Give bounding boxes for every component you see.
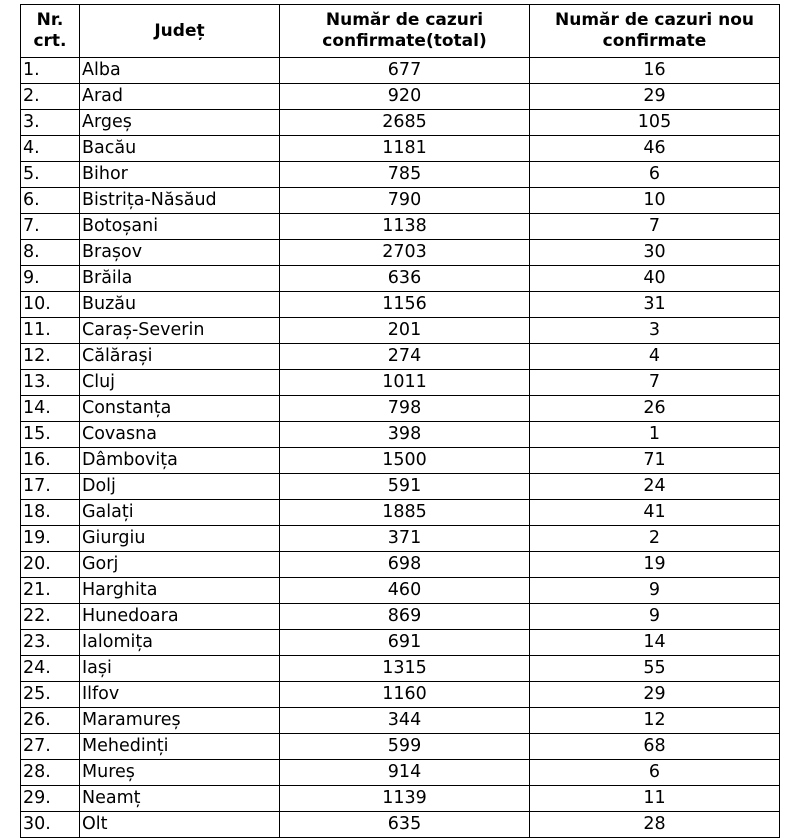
- cell-nr-crt: 1.: [21, 58, 80, 84]
- table-row: [21, 708, 780, 734]
- cell-nr-crt: 30.: [21, 812, 80, 838]
- cell-total-cases: 798: [280, 396, 530, 422]
- cell-new-cases: 31: [530, 292, 780, 318]
- cell-total-cases: 636: [280, 266, 530, 292]
- table-body: [21, 58, 780, 838]
- cell-nr-crt: 9.: [21, 266, 80, 292]
- table-row: [21, 58, 780, 84]
- table-row: [21, 630, 780, 656]
- cell-new-cases: 14: [530, 630, 780, 656]
- cell-new-cases: 7: [530, 214, 780, 240]
- cell-new-cases: 68: [530, 734, 780, 760]
- cell-new-cases: 9: [530, 604, 780, 630]
- cell-total-cases: 920: [280, 84, 530, 110]
- cell-nr-crt: 20.: [21, 552, 80, 578]
- table-row: [21, 214, 780, 240]
- cell-new-cases: 1: [530, 422, 780, 448]
- cell-new-cases: 24: [530, 474, 780, 500]
- cell-nr-crt: 23.: [21, 630, 80, 656]
- cell-nr-crt: 3.: [21, 110, 80, 136]
- cell-judet: Giurgiu: [80, 526, 280, 552]
- cell-new-cases: 55: [530, 656, 780, 682]
- table-row: [21, 136, 780, 162]
- cell-new-cases: 41: [530, 500, 780, 526]
- cell-total-cases: 460: [280, 578, 530, 604]
- cell-judet: Buzău: [80, 292, 280, 318]
- table-row: [21, 604, 780, 630]
- cell-judet: Dolj: [80, 474, 280, 500]
- table-row: [21, 110, 780, 136]
- header-total-cases: Număr de cazuri confirmate(total): [280, 5, 530, 58]
- cell-total-cases: 1138: [280, 214, 530, 240]
- cell-judet: Mehedinți: [80, 734, 280, 760]
- header-new-cases: Număr de cazuri nou confirmate: [530, 5, 780, 58]
- cell-total-cases: 785: [280, 162, 530, 188]
- cell-judet: Bistrița-Năsăud: [80, 188, 280, 214]
- table-row: [21, 318, 780, 344]
- cell-nr-crt: 28.: [21, 760, 80, 786]
- table-row: [21, 760, 780, 786]
- cell-new-cases: 12: [530, 708, 780, 734]
- header-row: [21, 5, 780, 58]
- cell-total-cases: 1500: [280, 448, 530, 474]
- cell-new-cases: 3: [530, 318, 780, 344]
- cell-total-cases: 2703: [280, 240, 530, 266]
- cell-new-cases: 28: [530, 812, 780, 838]
- cell-new-cases: 2: [530, 526, 780, 552]
- cell-total-cases: 869: [280, 604, 530, 630]
- cell-nr-crt: 25.: [21, 682, 80, 708]
- table-row: [21, 292, 780, 318]
- cell-judet: Arad: [80, 84, 280, 110]
- cell-judet: Dâmbovița: [80, 448, 280, 474]
- table-row: [21, 656, 780, 682]
- cell-total-cases: 398: [280, 422, 530, 448]
- cell-total-cases: 599: [280, 734, 530, 760]
- cell-judet: Ialomița: [80, 630, 280, 656]
- cell-judet: Gorj: [80, 552, 280, 578]
- cell-nr-crt: 24.: [21, 656, 80, 682]
- cell-total-cases: 1181: [280, 136, 530, 162]
- table-row: [21, 578, 780, 604]
- cell-new-cases: 10: [530, 188, 780, 214]
- cases-table: [20, 4, 780, 838]
- table-row: [21, 786, 780, 812]
- cell-nr-crt: 4.: [21, 136, 80, 162]
- table-header: [21, 5, 780, 58]
- cell-new-cases: 19: [530, 552, 780, 578]
- cell-total-cases: 371: [280, 526, 530, 552]
- table-row: [21, 344, 780, 370]
- cell-total-cases: 1139: [280, 786, 530, 812]
- cell-judet: Cluj: [80, 370, 280, 396]
- cell-total-cases: 1011: [280, 370, 530, 396]
- table-row: [21, 734, 780, 760]
- cell-total-cases: 635: [280, 812, 530, 838]
- cell-nr-crt: 22.: [21, 604, 80, 630]
- cell-judet: Bacău: [80, 136, 280, 162]
- cell-judet: Olt: [80, 812, 280, 838]
- cell-nr-crt: 13.: [21, 370, 80, 396]
- table-row: [21, 682, 780, 708]
- cell-nr-crt: 16.: [21, 448, 80, 474]
- cell-new-cases: 40: [530, 266, 780, 292]
- cell-judet: Călărași: [80, 344, 280, 370]
- cell-judet: Hunedoara: [80, 604, 280, 630]
- cell-total-cases: 1315: [280, 656, 530, 682]
- cell-new-cases: 29: [530, 682, 780, 708]
- cell-judet: Maramureș: [80, 708, 280, 734]
- cell-total-cases: 677: [280, 58, 530, 84]
- cell-nr-crt: 6.: [21, 188, 80, 214]
- cell-new-cases: 6: [530, 760, 780, 786]
- header-judet: Județ: [80, 5, 280, 58]
- table-row: [21, 422, 780, 448]
- cell-total-cases: 1885: [280, 500, 530, 526]
- cell-nr-crt: 14.: [21, 396, 80, 422]
- cell-new-cases: 46: [530, 136, 780, 162]
- table-row: [21, 552, 780, 578]
- table-row: [21, 84, 780, 110]
- table-row: [21, 240, 780, 266]
- cell-judet: Caraș-Severin: [80, 318, 280, 344]
- table-row: [21, 370, 780, 396]
- table-row: [21, 266, 780, 292]
- table-row: [21, 812, 780, 838]
- cell-judet: Constanța: [80, 396, 280, 422]
- cell-judet: Argeș: [80, 110, 280, 136]
- cell-judet: Bihor: [80, 162, 280, 188]
- cell-new-cases: 4: [530, 344, 780, 370]
- cell-nr-crt: 19.: [21, 526, 80, 552]
- cell-total-cases: 698: [280, 552, 530, 578]
- table-row: [21, 474, 780, 500]
- table-row: [21, 396, 780, 422]
- cell-judet: Iași: [80, 656, 280, 682]
- cell-new-cases: 26: [530, 396, 780, 422]
- cell-judet: Botoșani: [80, 214, 280, 240]
- cell-nr-crt: 29.: [21, 786, 80, 812]
- cell-new-cases: 6: [530, 162, 780, 188]
- cell-judet: Ilfov: [80, 682, 280, 708]
- cell-total-cases: 914: [280, 760, 530, 786]
- table-row: [21, 448, 780, 474]
- cell-nr-crt: 27.: [21, 734, 80, 760]
- cell-total-cases: 691: [280, 630, 530, 656]
- cell-nr-crt: 12.: [21, 344, 80, 370]
- cell-total-cases: 591: [280, 474, 530, 500]
- cell-new-cases: 105: [530, 110, 780, 136]
- cell-judet: Covasna: [80, 422, 280, 448]
- cell-nr-crt: 11.: [21, 318, 80, 344]
- cell-new-cases: 16: [530, 58, 780, 84]
- table-row: [21, 162, 780, 188]
- cell-judet: Brăila: [80, 266, 280, 292]
- cell-judet: Brașov: [80, 240, 280, 266]
- cell-nr-crt: 7.: [21, 214, 80, 240]
- cell-new-cases: 71: [530, 448, 780, 474]
- table-row: [21, 500, 780, 526]
- cell-new-cases: 7: [530, 370, 780, 396]
- cell-nr-crt: 2.: [21, 84, 80, 110]
- cell-judet: Harghita: [80, 578, 280, 604]
- cell-new-cases: 11: [530, 786, 780, 812]
- cell-judet: Galați: [80, 500, 280, 526]
- cell-total-cases: 2685: [280, 110, 530, 136]
- cell-nr-crt: 21.: [21, 578, 80, 604]
- cell-new-cases: 30: [530, 240, 780, 266]
- cell-judet: Alba: [80, 58, 280, 84]
- cell-new-cases: 29: [530, 84, 780, 110]
- cell-nr-crt: 8.: [21, 240, 80, 266]
- cell-judet: Neamț: [80, 786, 280, 812]
- cell-judet: Mureș: [80, 760, 280, 786]
- cell-total-cases: 201: [280, 318, 530, 344]
- cell-total-cases: 344: [280, 708, 530, 734]
- cell-new-cases: 9: [530, 578, 780, 604]
- table-row: [21, 188, 780, 214]
- cell-nr-crt: 17.: [21, 474, 80, 500]
- cell-total-cases: 1156: [280, 292, 530, 318]
- cell-nr-crt: 26.: [21, 708, 80, 734]
- cell-nr-crt: 18.: [21, 500, 80, 526]
- cell-total-cases: 1160: [280, 682, 530, 708]
- cell-nr-crt: 10.: [21, 292, 80, 318]
- cell-nr-crt: 5.: [21, 162, 80, 188]
- cell-total-cases: 274: [280, 344, 530, 370]
- cell-total-cases: 790: [280, 188, 530, 214]
- table-row: [21, 526, 780, 552]
- header-nr-crt: Nr. crt.: [21, 5, 80, 58]
- cell-nr-crt: 15.: [21, 422, 80, 448]
